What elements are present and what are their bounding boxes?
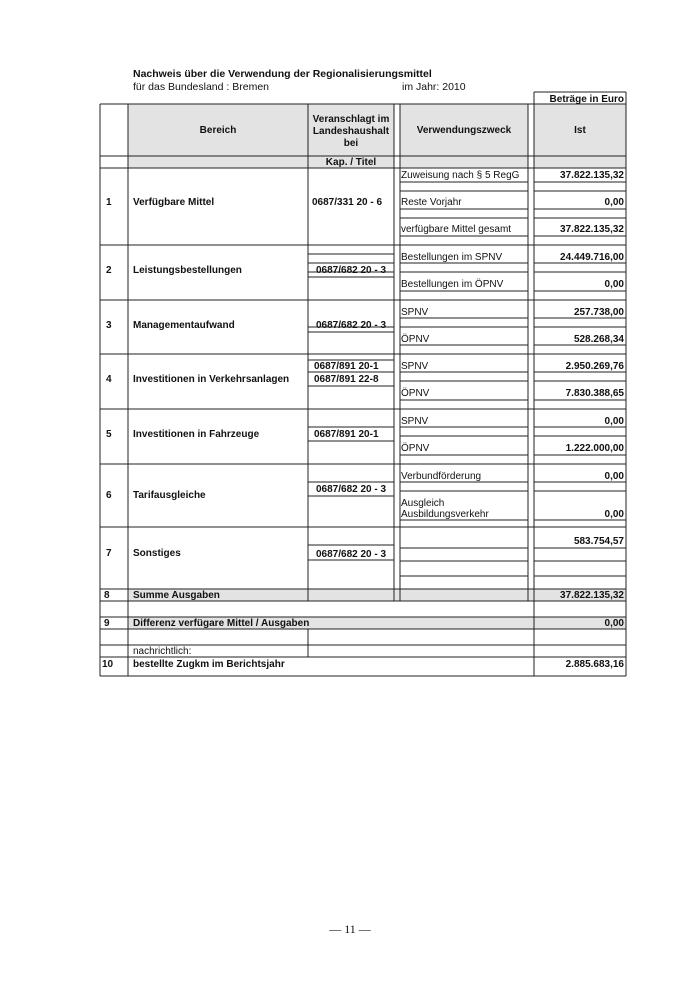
section-1-kap-1: 0687/331 20 - 6 <box>312 197 383 208</box>
jahr-label: im Jahr: 2010 <box>402 81 466 93</box>
section-6-zweck-1: Verbundförderung <box>401 471 482 482</box>
section-3-nr: 3 <box>106 320 112 331</box>
section-2-name: Leistungsbestellungen <box>133 265 242 276</box>
section-4-zweck-2: ÖPNV <box>401 388 430 399</box>
section-4-zweck-1: SPNV <box>401 361 429 372</box>
section-1-betrag-1: 37.822.135,32 <box>560 170 624 181</box>
section-6-nr: 6 <box>106 490 112 501</box>
section-5-nr: 5 <box>106 429 112 440</box>
section-2-zweck-1: Bestellungen im SPNV <box>401 252 503 263</box>
section-2-betrag-1: 24.449.716,00 <box>560 252 624 263</box>
section-7-nr: 7 <box>106 548 112 559</box>
differenz-betrag: 0,00 <box>604 618 624 629</box>
section-6-betrag-2: 0,00 <box>604 509 624 520</box>
differenz-label: Differenz verfügare Mittel / Ausgaben <box>133 618 310 629</box>
summe-label: Summe Ausgaben <box>133 590 220 601</box>
zugkm-label: bestellte Zugkm im Berichtsjahr <box>133 659 285 670</box>
zugkm-nr: 10 <box>102 659 114 670</box>
section-7-name: Sonstiges <box>133 548 181 559</box>
section-4-kap-2: 0687/891 22-8 <box>314 374 379 385</box>
section-2-betrag-2: 0,00 <box>604 279 624 290</box>
section-1-zweck-3: verfügbare Mittel gesamt <box>401 224 512 235</box>
section-7-betrag-1: 583.754,57 <box>573 536 624 547</box>
section-1-zweck-1: Zuweisung nach § 5 RegG <box>401 170 520 181</box>
section-1-name: Verfügbare Mittel <box>133 197 215 208</box>
zugkm-betrag: 2.885.683,16 <box>565 659 624 670</box>
section-6-zweck-2: Ausgleich <box>401 498 445 509</box>
section-2-kap-1: 0687/682 20 - 3 <box>316 265 387 276</box>
section-2-zweck-2: Bestellungen im ÖPNV <box>401 279 504 290</box>
section-1-zweck-2: Reste Vorjahr <box>401 197 462 208</box>
nachrichtlich-label: nachrichtlich: <box>133 646 192 657</box>
section-1-nr: 1 <box>106 197 112 208</box>
section-4-betrag-1: 2.950.269,76 <box>565 361 624 372</box>
section-4-kap-1: 0687/891 20-1 <box>314 361 379 372</box>
section-7-kap-1: 0687/682 20 - 3 <box>316 549 387 560</box>
section-3-kap-1: 0687/682 20 - 3 <box>316 320 387 331</box>
col-veranschlagt-header: Veranschlagt im Landeshaushalt bei <box>312 114 390 149</box>
document-title: Nachweis über die Verwendung der Regionalisierungsmittel <box>133 68 432 80</box>
col-kap-header: Kap. / Titel <box>325 157 377 168</box>
section-5-betrag-2: 1.222.000,00 <box>565 443 624 454</box>
col-zweck-header: Verwendungszweck <box>416 125 512 136</box>
section-3-zweck-1: SPNV <box>401 307 429 318</box>
section-3-betrag-2: 528.268,34 <box>573 334 624 345</box>
section-6-zweck-3: Ausbildungsverkehr <box>401 509 489 520</box>
differenz-nr: 9 <box>104 618 110 629</box>
section-5-betrag-1: 0,00 <box>604 416 624 427</box>
summe-nr: 8 <box>104 590 110 601</box>
section-5-zweck-2: ÖPNV <box>401 443 430 454</box>
section-5-name: Investitionen in Fahrzeuge <box>133 429 260 440</box>
betraege-header: Beträge in Euro <box>549 94 624 105</box>
section-6-kap-1: 0687/682 20 - 3 <box>316 484 387 495</box>
section-3-name: Managementaufwand <box>133 320 235 331</box>
section-6-name: Tarifausgleiche <box>133 490 206 501</box>
section-3-zweck-2: ÖPNV <box>401 334 430 345</box>
section-4-name: Investitionen in Verkehrsanlagen <box>133 374 290 385</box>
bundesland-label: für das Bundesland : Bremen <box>133 81 269 93</box>
section-6-betrag-1: 0,00 <box>604 471 624 482</box>
page-number: — 11 — <box>329 922 371 936</box>
section-4-nr: 4 <box>106 374 112 385</box>
col-ist-header: Ist <box>574 125 586 136</box>
section-5-kap-1: 0687/891 20-1 <box>314 429 379 440</box>
section-3-betrag-1: 257.738,00 <box>573 307 624 318</box>
section-5-zweck-1: SPNV <box>401 416 429 427</box>
section-4-betrag-2: 7.830.388,65 <box>565 388 624 399</box>
section-1-betrag-3: 37.822.135,32 <box>560 224 624 235</box>
col-bereich-header: Bereich <box>199 125 237 136</box>
section-2-nr: 2 <box>106 265 112 276</box>
section-1-betrag-2: 0,00 <box>604 197 624 208</box>
summe-betrag: 37.822.135,32 <box>560 590 624 601</box>
